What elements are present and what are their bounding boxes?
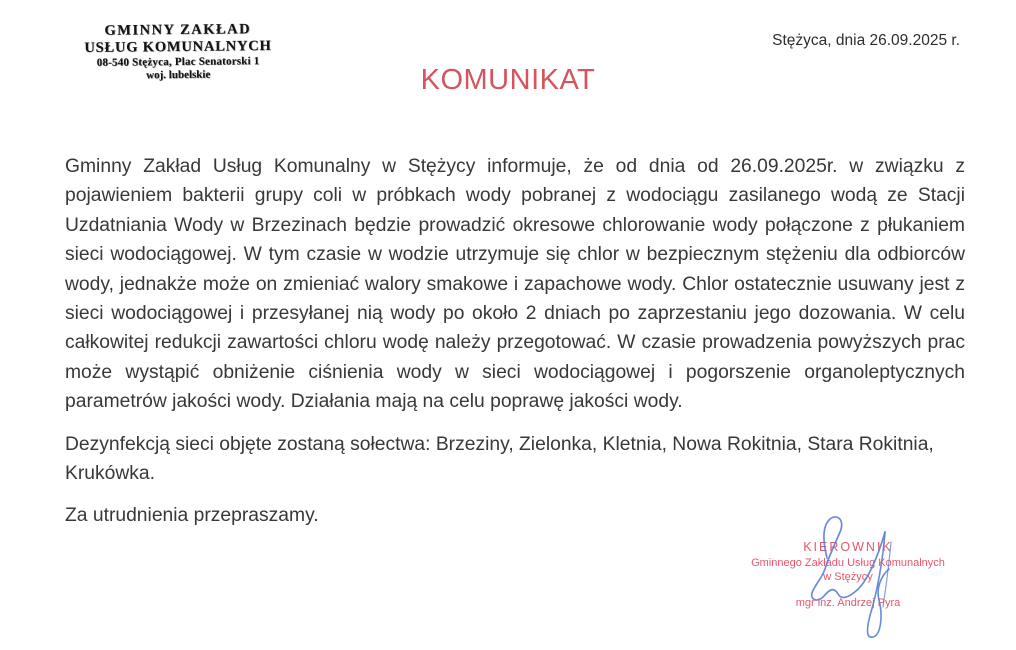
signature-stamp: [748, 540, 948, 610]
signature-name: mgr inz. Andrzej Pyra: [795, 597, 901, 609]
paragraph-apology: Za utrudnienia przepraszamy.: [65, 505, 319, 527]
office-stamp-org-line2: USŁUG KOMUNALNYCH: [84, 38, 272, 56]
document-title: KOMUNIKAT: [420, 64, 596, 96]
office-stamp-address: 08-540 Stężyca, Plac Senatorski 1: [96, 55, 260, 69]
paragraph-affected-villages: Dezynfekcją sieci objęte zostaną sołectwa: Brzeziny, Zielonka, Kletnia, Nowa Rokitnia, Stara Rokitnia, Krukówka.: [65, 433, 934, 485]
signature-role: KIEROWNIK: [803, 540, 893, 554]
document-body: [65, 152, 965, 544]
signature-place: w Stężycy: [823, 571, 873, 583]
office-stamp-org-line1: GMINNY ZAKŁAD: [104, 21, 252, 39]
document-date: Stężyca, dnia 26.09.2025 r.: [772, 32, 960, 49]
office-stamp-voivodeship: woj. lubelskie: [146, 68, 211, 82]
paragraph-main: Gminny Zakład Usług Komunalny w Stężycy informuje, że od dnia od 26.09.2025r. w związku z pojawieniem bakterii grupy coli w próbkach wody pobranej z wodociągu zasilanego wodą ze Stacji Uzdatniania Wody w Brzezinach będzie prowadzić okresowe chlorowanie wody połączone z płukaniem sieci wodociągowej. W tym czasie w wodzie utrzymuje się chlor w bezpiecznym stężeniu dla odbiorców wody, jednakże może on zmieniać walory smakowe i zapachowe wody. Chlor ostatecznie usuwany jest z sieci wodociągowej i przesyłanej nią wody po około 2 dniach po zaprzestaniu jego dozowania. W celu całkowitej redukcji zawartości chloru wodę należy przegotować. W czasie prowadzenia powyższych prac może wystąpić obniżenie ciśnienia wody w sieci wodociągowej i pogorszenie organoleptycznych parametrów jakości wody. Działania mają na celu poprawę jakości wody.: [65, 156, 965, 413]
signature-organization: Gminnego Zakładu Usług Komunalnych: [751, 557, 945, 569]
